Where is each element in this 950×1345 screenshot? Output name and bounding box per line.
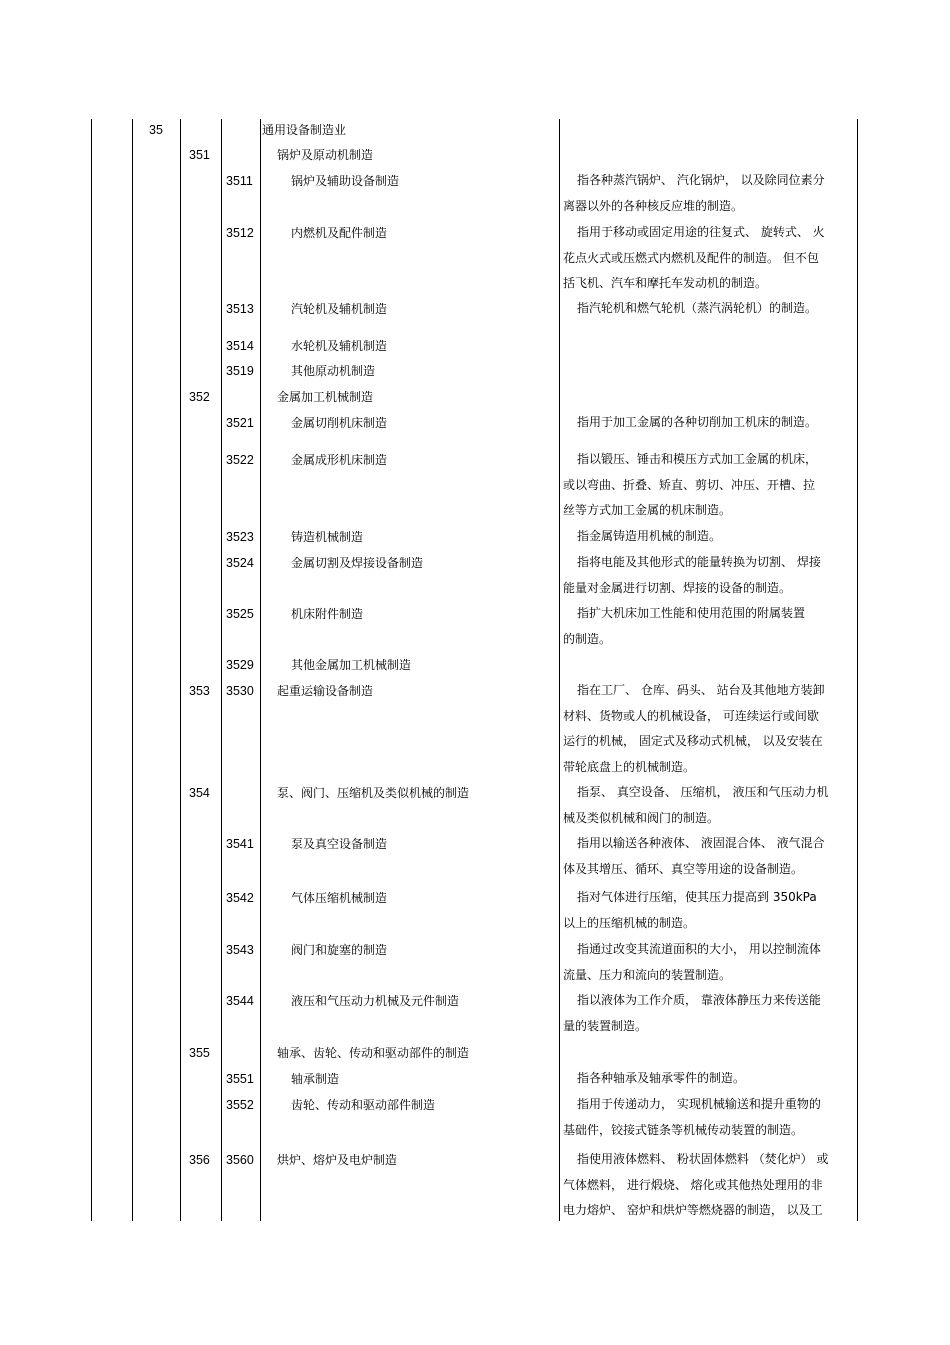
description-line: 指汽轮机和燃气轮机（蒸汽涡轮机）的制造。 xyxy=(577,301,818,315)
category-name: 轴承制造 xyxy=(291,1072,340,1086)
category-description xyxy=(563,1092,855,1143)
medium-code: 353 xyxy=(189,684,210,698)
column-divider-2 xyxy=(180,119,181,1221)
description-line: 电力熔炉、 窑炉和烘炉等燃烧器的制造， 以及工 xyxy=(563,1203,823,1217)
category-description xyxy=(563,780,855,831)
category-name: 铸造机械制造 xyxy=(291,530,364,544)
minor-code: 3530 xyxy=(226,684,254,698)
description-line: 气体燃料， 进行煅烧、 熔化或其他热处理用的非 xyxy=(563,1177,823,1192)
medium-code: 355 xyxy=(189,1046,210,1060)
category-description xyxy=(563,601,855,652)
category-description xyxy=(563,831,855,882)
description-line: 量的装置制造。 xyxy=(563,1018,648,1033)
description-line: 基础件，铰接式链条等机械传动装置的制造。 xyxy=(563,1122,804,1137)
minor-code: 3519 xyxy=(226,364,254,378)
category-description xyxy=(563,1066,855,1092)
description-line: 材料、货物或人的机械设备， 可连续运行或间歇 xyxy=(563,708,819,723)
category-name: 机床附件制造 xyxy=(291,607,364,621)
description-line: 指用于移动或固定用途的往复式、 旋转式、 火 xyxy=(577,225,825,239)
description-line: 指泵、 真空设备、 压缩机， 液压和气压动力机 xyxy=(577,785,829,799)
minor-code: 3544 xyxy=(226,994,254,1008)
description-line: 指使用液体燃料、 粉状固体燃料 （焚化炉） 或 xyxy=(577,1152,829,1166)
column-divider-3 xyxy=(221,119,222,1221)
description-line: 指通过改变其流道面积的大小， 用以控制流体 xyxy=(577,942,821,956)
minor-code: 3524 xyxy=(226,556,254,570)
category-name: 其他原动机制造 xyxy=(291,364,376,378)
description-line: 指金属铸造用机械的制造。 xyxy=(577,529,722,543)
category-name: 阀门和旋塞的制造 xyxy=(291,943,388,957)
category-description xyxy=(563,937,855,988)
minor-code: 3523 xyxy=(226,530,254,544)
minor-code: 3542 xyxy=(226,891,254,905)
description-line: 指将电能及其他形式的能量转换为切割、 焊接 xyxy=(577,555,821,569)
minor-code: 3511 xyxy=(226,174,253,188)
minor-code: 3560 xyxy=(226,1153,254,1167)
minor-code: 3521 xyxy=(226,416,254,430)
minor-code: 3522 xyxy=(226,453,254,467)
description-line: 指用于传递动力， 实现机械输送和提升重物的 xyxy=(577,1097,821,1111)
description-line: 械及类似机械和阀门的制造。 xyxy=(563,810,720,825)
description-line: 运行的机械， 固定式及移动式机械， 以及安装在 xyxy=(563,734,823,748)
description-line: 指各种轴承及轴承零件的制造。 xyxy=(577,1071,746,1085)
description-line: 指扩大机床加工性能和使用范围的附属装置 xyxy=(577,606,806,620)
category-description xyxy=(563,168,855,219)
minor-code: 3552 xyxy=(226,1098,254,1112)
column-divider-5 xyxy=(559,119,560,1221)
major-code: 35 xyxy=(149,123,163,137)
category-description xyxy=(563,447,855,524)
category-name: 通用设备制造业 xyxy=(262,123,347,137)
category-description xyxy=(563,524,855,550)
description-line: 指用以输送各种液体、 液固混合体、 液气混合 xyxy=(577,836,825,850)
minor-code: 3513 xyxy=(226,302,254,316)
minor-code: 3543 xyxy=(226,943,254,957)
category-name: 气体压缩机械制造 xyxy=(291,891,388,905)
column-divider-4 xyxy=(260,119,261,1221)
category-name: 金属切削机床制造 xyxy=(291,416,388,430)
minor-code: 3551 xyxy=(226,1072,254,1086)
minor-code: 3529 xyxy=(226,658,254,672)
category-name: 烘炉、熔炉及电炉制造 xyxy=(277,1153,398,1167)
category-description xyxy=(563,885,855,936)
description-line: 指在工厂、 仓库、码头、 站台及其他地方装卸 xyxy=(577,683,825,697)
category-name: 泵及真空设备制造 xyxy=(291,837,388,851)
description-line: 指以液体为工作介质， 靠液体静压力来传送能 xyxy=(577,993,821,1007)
description-line: 指用于加工金属的各种切削加工机床的制造。 xyxy=(577,415,818,429)
description-line: 或以弯曲、折叠、矫直、剪切、冲压、开槽、拉 xyxy=(563,477,816,492)
minor-code: 3525 xyxy=(226,607,254,621)
description-line: 括飞机、汽车和摩托车发动机的制造。 xyxy=(563,276,768,290)
category-name: 金属切割及焊接设备制造 xyxy=(291,556,424,570)
description-line: 指以锻压、锤击和模压方式加工金属的机床， xyxy=(577,452,818,466)
description-line: 指各种蒸汽锅炉、 汽化锅炉， 以及除同位素分 xyxy=(577,173,825,187)
description-line: 以上的压缩机械的制造。 xyxy=(563,915,696,930)
category-description xyxy=(563,988,855,1039)
description-line: 能量对金属进行切割、焊接的设备的制造。 xyxy=(563,580,792,595)
description-line: 体及其增压、循环、真空等用途的设备制造。 xyxy=(563,861,804,876)
table-border-left xyxy=(91,119,92,1221)
category-name: 锅炉及原动机制造 xyxy=(277,148,374,162)
category-name: 锅炉及辅助设备制造 xyxy=(291,174,400,188)
medium-code: 356 xyxy=(189,1153,210,1167)
category-name: 内燃机及配件制造 xyxy=(291,226,388,240)
description-line: 花点火式或压燃式内燃机及配件的制造。 但不包 xyxy=(563,250,819,265)
column-divider-1 xyxy=(132,119,133,1221)
category-name: 齿轮、传动和驱动部件制造 xyxy=(291,1098,436,1112)
minor-code: 3512 xyxy=(226,226,254,240)
category-description xyxy=(563,220,855,297)
category-name: 金属加工机械制造 xyxy=(277,390,374,404)
category-name: 泵、阀门、压缩机及类似机械的制造 xyxy=(277,786,470,800)
description-line: 的制造。 xyxy=(563,631,612,646)
category-description xyxy=(563,678,855,780)
category-description xyxy=(563,296,855,322)
category-name: 汽轮机及辅机制造 xyxy=(291,302,388,316)
description-line: 丝等方式加工金属的机床制造。 xyxy=(563,503,732,517)
medium-code: 351 xyxy=(189,148,210,162)
category-description xyxy=(563,410,855,436)
category-description xyxy=(563,550,855,601)
medium-code: 352 xyxy=(189,390,210,404)
description-line: 带轮底盘上的机械制造。 xyxy=(563,759,696,774)
category-description xyxy=(563,1147,855,1224)
table-border-right xyxy=(857,119,858,1221)
category-name: 轴承、齿轮、传动和驱动部件的制造 xyxy=(277,1046,470,1060)
minor-code: 3514 xyxy=(226,339,254,353)
category-name: 液压和气压动力机械及元件制造 xyxy=(291,994,460,1008)
description-line: 指对气体进行压缩，使其压力提高到 350kPa xyxy=(577,890,817,904)
description-line: 流量、压力和流向的装置制造。 xyxy=(563,967,732,982)
minor-code: 3541 xyxy=(226,837,254,851)
category-name: 其他金属加工机械制造 xyxy=(291,658,412,672)
category-name: 金属成形机床制造 xyxy=(291,453,388,467)
category-name: 水轮机及辅机制造 xyxy=(291,339,388,353)
description-line: 离器以外的各种核反应堆的制造。 xyxy=(563,198,744,213)
category-name: 起重运输设备制造 xyxy=(277,684,374,698)
medium-code: 354 xyxy=(189,786,210,800)
